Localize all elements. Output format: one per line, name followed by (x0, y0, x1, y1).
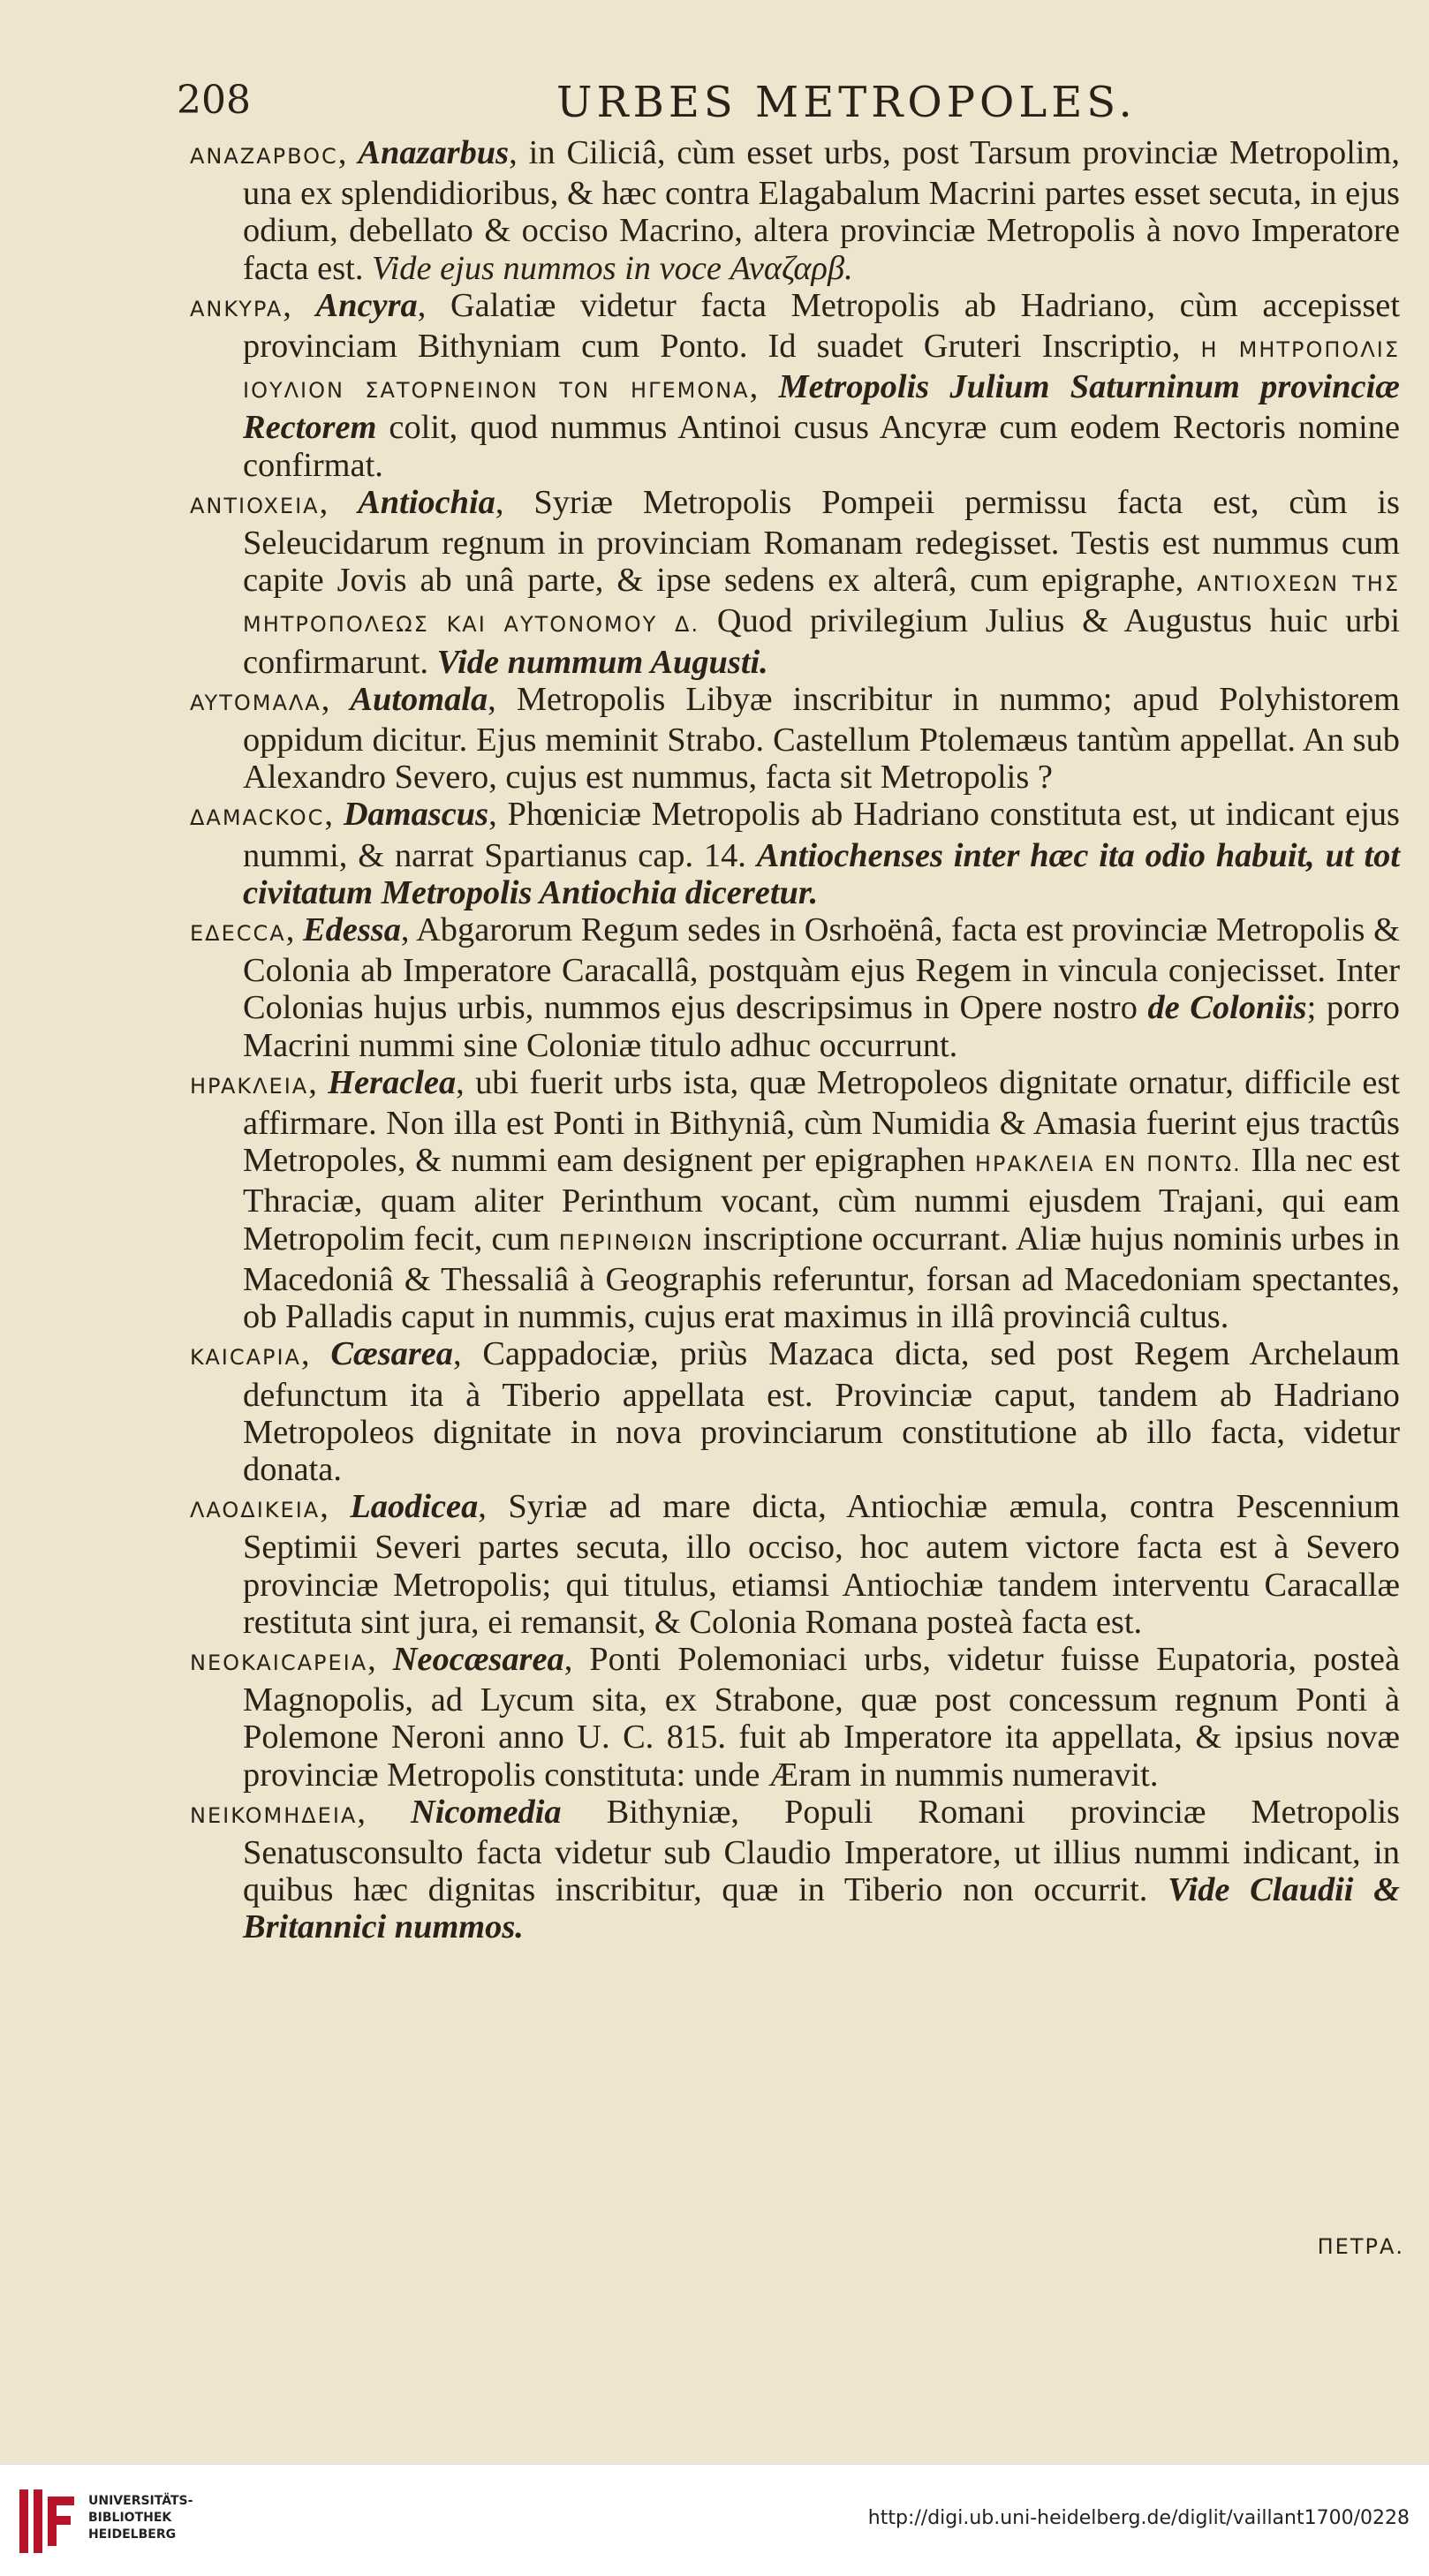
city-name: Laodicea (350, 1488, 479, 1526)
page-title: URBES METROPOLES. (556, 78, 1137, 127)
greek-inscription: ΠΕΡΙΝΘΙΩΝ (558, 1229, 694, 1255)
entry-anazarbus: ANAZAPBOC, Anazarbus, in Ciliciâ, cùm esset urbs, post Tarsum provinciæ Metropolim, una ex splendidioribus, & hæc contra Elagabalum Macrini partes esset secuta, in ejus odium, debellato & occiso Macrino, altera provinciæ Metropolis à novo Imperatore facta est. Vide ejus nummos in voce Αναζαρβ. (190, 134, 1400, 287)
greek-headword: NEOKAICAPEIA (190, 1650, 368, 1675)
entry-text: , Galatiæ videtur facta Metropolis ab Hadriano, cùm accepisset provinciam Bithyniam cum Ponto. Id suadet Gruteri Inscriptio, (243, 286, 1400, 366)
entry-italic: de Coloniis (1147, 989, 1307, 1027)
entry-text: ; porro Macrini nummi sine Coloniæ titulo adhuc occurrunt. (243, 989, 1400, 1064)
city-name: Automala (350, 680, 488, 718)
entry-text: , Metropolis Libyæ inscribitur in nummo; apud Polyhistorem oppidum dicitur. Ejus meminit Strabo. Castellum Ptolemæus tantùm appellat. An sub Alexandro Severo, cujus est nummus, facta sit Metropolis ? (243, 680, 1400, 797)
greek-headword: ΛAOΔIKEIA (190, 1498, 321, 1523)
greek-headword: EΔECCA (190, 921, 286, 947)
entry-text: , Ponti Polemoniaci urbs, videtur fuisse Eupatoria, posteà Magnopolis, ad Lycum sita, ex Strabone, quæ post concessum regnum Ponti à Polemone Neroni anno U. C. 815. fuit ab Imperatore ita appellata, & ipsius novæ provinciæ Metropolis constituta: unde Æram in nummis numeravit. (243, 1640, 1400, 1794)
entry-nicomedia: NEIKOMHΔEIA, Nicomedia Bithyniæ, Populi Romani provinciæ Metropolis Senatusconsulto facta videtur sub Claudio Imperatore, ut illius nummi indicant, in quibus hæc dignitas inscribitur, quæ in Tiberio non occurrit. Vide Claudii & Britannici nummos. (190, 1793, 1400, 1946)
entry-italic: Metropolis Julium Saturninum provinciæ Rectorem (243, 368, 1400, 447)
running-head (177, 78, 1376, 140)
entry-text: inscriptione occurrant. Aliæ hujus nominis urbes in Macedoniâ & Thessaliâ à Geographis referuntur, forsan ad Macedoniam spectantes, ob Palladis caput in nummis, cujus erat maximus in illâ provinciâ cultus. (243, 1220, 1400, 1336)
greek-headword: AYTOMAΛA (190, 690, 321, 715)
greek-inscription: Η ΜΗΤΡΟΠΟΛΙΣ ΙΟΥΛΙΟΝ ΣΑΤΟΡΝΕΙΝΟΝ ΤΟΝ ΗΓΕΜΟΝΑ (243, 337, 1400, 404)
greek-headword: NEIKOMHΔEIA (190, 1802, 358, 1828)
entry-heraclea: HPAKΛEIA, Heraclea, ubi fuerit urbs ista, quæ Metropoleos dignitate ornatur, difficile est affirmare. Non illa est Ponti in Bithyniâ, cùm Numidia & Amasia fuerint ejus tractûs Metropoles, & nummi eam designent per epigraphen ΗΡΑΚΛΕΙΑ ΕΝ ΠΟΝΤΩ. Illa nec est Thraciæ, quam aliter Perinthum vocant, cùm nummi ejusdem Trajani, qui eam Metropolim fecit, cum ΠΕΡΙΝΘΙΩΝ inscriptione occurrant. Aliæ hujus nominis urbes in Macedoniâ & Thessaliâ à Geographis referuntur, forsan ad Macedoniam spectantes, ob Palladis caput in nummis, cujus erat maximus in illâ provinciâ cultus. (190, 1063, 1400, 1336)
permalink-url[interactable]: http://digi.ub.uni-heidelberg.de/diglit/vaillant1700/0228 (867, 2507, 1410, 2529)
page-number: 208 (177, 78, 251, 123)
entry-neocaesarea: NEOKAICAPEIA, Neocæsarea, Ponti Polemoniaci urbs, videtur fuisse Eupatoria, posteà Magnopolis, ad Lycum sita, ex Strabone, quæ post concessum regnum Ponti à Polemone Neroni anno U. C. 815. fuit ab Imperatore ita appellata, & ipsius novæ provinciæ Metropolis constituta: unde Æram in nummis numeravit. (190, 1640, 1400, 1794)
entry-italic: Vide ejus nummos in voce (372, 249, 722, 287)
greek-headword: KAICAPIA (190, 1345, 301, 1371)
city-name: Neocæsarea (392, 1640, 564, 1678)
entry-text: , Cappadociæ, priùs Mazaca dicta, sed post Regem Archelaum defunctum ita à Tiberio appellata est. Provinciæ caput, tandem ab Hadriano Metropoleos dignitate in nova provinciarum constitutione ab illo facta, videtur donata. (243, 1335, 1400, 1488)
library-logo[interactable] (16, 2484, 210, 2558)
footer-bar (0, 2464, 1429, 2576)
entry-laodicea: ΛAOΔIKEIA, Laodicea, Syriæ ad mare dicta, Antiochiæ æmula, contra Pescennium Septimii Severi partes secuta, illo occiso, hoc autem victore facta est à Severo provinciæ Metropolis; qui titulus, etiamsi Antiochiæ tandem interventu Caracallæ restituta sint jura, ei remansit, & Colonia Romana posteà facta est. (190, 1488, 1400, 1641)
entry-text: , Syriæ ad mare dicta, Antiochiæ æmula, contra Pescennium Septimii Severi partes secuta, illo occiso, hoc autem victore facta est à Severo provinciæ Metropolis; qui titulus, etiamsi Antiochiæ tandem interventu Caracallæ restituta sint jura, ei remansit, & Colonia Romana posteà facta est. (243, 1488, 1400, 1641)
entry-text: Illa nec est Thraciæ, quam aliter Perinthum vocant, cùm nummi ejusdem Trajani, qui eam Metropolim fecit, cum (243, 1142, 1400, 1258)
entry-automala: AYTOMAΛA, Automala, Metropolis Libyæ inscribitur in nummo; apud Polyhistorem oppidum dicitur. Ejus meminit Strabo. Castellum Ptolemæus tantùm appellat. An sub Alexandro Severo, cujus est nummus, facta sit Metropolis ? (190, 680, 1400, 797)
city-name: Antiochia (358, 483, 495, 521)
city-name: Damascus (343, 796, 489, 834)
entry-text: Quod privilegium Julius & Augustus huic urbi confirmarunt. (243, 602, 1400, 681)
library-name: UNIVERSITÄTS- BIBLIOTHEK HEIDELBERG (88, 2494, 193, 2542)
entry-damascus: ΔAMACKOC, Damascus, Phœniciæ Metropolis ab Hadriano constituta est, ut indicant ejus nummi, & narrat Spartianus cap. 14. Antiochenses inter hæc ita odio habuit, ut tot civitatum Metropolis Antiochia diceretur. (190, 796, 1400, 911)
entry-text: , Phœniciæ Metropolis ab Hadriano constituta est, ut indicant ejus nummi, & narrat Spartianus cap. 14. (243, 796, 1400, 874)
catchword: ΠΕΤΡΑ. (1317, 2234, 1404, 2259)
greek-headword: HPAKΛEIA (190, 1073, 309, 1099)
entry-antiochia: ANTIOXEIA, Antiochia, Syriæ Metropolis Pompeii permissu facta est, cùm is Seleucidarum regnum in provinciam Romanam redegisset. Testis est nummus cum capite Jovis ab unâ parte, & ipse sedens ex alterâ, cum epigraphe, ΑΝΤΙΟΧΕΩΝ ΤΗΣ ΜΗΤΡΟΠΟΛΕΩΣ ΚΑΙ ΑΥΤΟΝΟΜΟΥ Δ. Quod privilegium Julius & Augustus huic urbi confirmarunt. Vide nummum Augusti. (190, 483, 1400, 681)
greek-inline: Αναζαρβ. (721, 249, 853, 287)
greek-inscription: ΑΝΤΙΟΧΕΩΝ ΤΗΣ ΜΗΤΡΟΠΟΛΕΩΣ ΚΑΙ ΑΥΤΟΝΟΜΟΥ Δ. (243, 571, 1400, 638)
city-name: Ancyra (315, 286, 418, 324)
entry-text: Bithyniæ, Populi Romani provinciæ Metropolis Senatusconsulto facta videtur sub Claudio Imperatore, ut illius nummi indicant, in quibus hæc dignitas inscribitur, quæ in Tiberio non occurrit. (243, 1793, 1400, 1909)
entry-ancyra: ANKYPA, Ancyra, Galatiæ videtur facta Metropolis ab Hadriano, cùm accepisset provinciam Bithyniam cum Ponto. Id suadet Gruteri Inscriptio, Η ΜΗΤΡΟΠΟΛΙΣ ΙΟΥΛΙΟΝ ΣΑΤΟΡΝΕΙΝΟΝ ΤΟΝ ΗΓΕΜΟΝΑ, Metropolis Julium Saturninum provinciæ Rectorem colit, quod nummus Antinoi cusus Ancyræ cum eodem Rectoris nomine confirmat. (190, 286, 1400, 484)
city-name: Edessa (302, 911, 401, 949)
entry-text: , Abgarorum Regum sedes in Osrhoënâ, facta est provinciæ Metropolis & Colonia ab Imperatore Caracallâ, postquàm ejus Regem in vincula conjecisset. Inter Colonias hujus urbis, nummos ejus descripsimus in Opere nostro (243, 911, 1400, 1027)
greek-headword: ΔAMACKOC (190, 805, 325, 831)
entry-italic: Vide Claudii & Britannici nummos. (243, 1871, 1400, 1946)
city-name: Anazarbus (358, 134, 510, 171)
city-name: Heraclea (328, 1063, 457, 1101)
library-seal-icon (16, 2484, 79, 2558)
entry-italic: Antiochenses inter hæc ita odio habuit, ut tot civitatum Metropolis Antiochia diceretur. (243, 836, 1400, 911)
greek-headword: ANTIOXEIA (190, 493, 320, 518)
greek-headword: ANAZAPBOC (190, 144, 338, 169)
entry-text: colit, quod nummus Antinoi cusus Ancyræ cum eodem Rectoris nomine confirmat. (243, 409, 1400, 484)
entry-text: , Syriæ Metropolis Pompeii permissu facta est, cùm is Seleucidarum regnum in provinciam Romanam redegisset. Testis est nummus cum capite Jovis ab unâ parte, & ipse sedens ex alterâ, cum epigraphe, (243, 483, 1400, 600)
entry-text: , in Ciliciâ, cùm esset urbs, post Tarsum provinciæ Metropolim, una ex splendidioribus, & hæc contra Elagabalum Macrini partes esset secuta, in ejus odium, debellato & occiso Macrino, altera provinciæ Metropolis à novo Imperatore facta est. (243, 134, 1400, 287)
entry-caesarea: KAICAPIA, Cæsarea, Cappadociæ, priùs Mazaca dicta, sed post Regem Archelaum defunctum ita à Tiberio appellata est. Provinciæ caput, tandem ab Hadriano Metropoleos dignitate in nova provinciarum constitutione ab illo facta, videtur donata. (190, 1335, 1400, 1488)
city-name: Nicomedia (410, 1793, 562, 1831)
entry-edessa: EΔECCA, Edessa, Abgarorum Regum sedes in Osrhoënâ, facta est provinciæ Metropolis & Colonia ab Imperatore Caracallâ, postquàm ejus Regem in vincula conjecisset. Inter Colonias hujus urbis, nummos ejus descripsimus in Opere nostro de Coloniis; porro Macrini nummi sine Coloniæ titulo adhuc occurrunt. (190, 911, 1400, 1064)
greek-inscription: ΗΡΑΚΛΕΙΑ ΕΝ ΠΟΝΤΩ. (974, 1152, 1242, 1177)
entry-italic: Vide nummum Augusti. (436, 643, 768, 681)
entries (190, 134, 1400, 1946)
entry-text: , ubi fuerit urbs ista, quæ Metropoleos dignitate ornatur, difficile est affirmare. Non illa est Ponti in Bithyniâ, cùm Numidia & Amasia fuerint ejus tractûs Metropoles, & nummi eam designent per epigraphen (243, 1063, 1400, 1180)
greek-headword: ANKYPA (190, 296, 284, 321)
city-name: Cæsarea (330, 1335, 454, 1373)
